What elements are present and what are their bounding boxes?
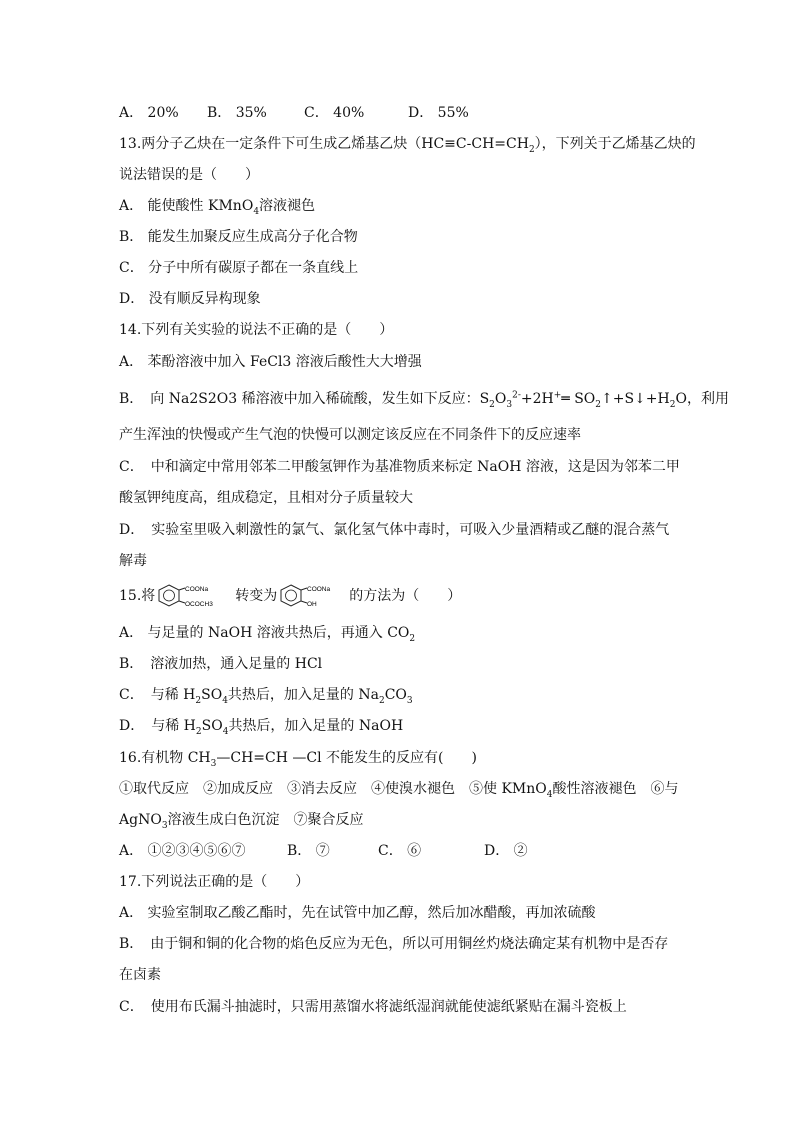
- q14-option-d: D． 实验室里吸入刺激性的氯气、氯化氢气体中毒时，可吸入少量酒精或乙醚的混合蒸气: [119, 522, 670, 538]
- q15-option-c: C． 与稀 $H_2SO_4$共热后，加入足量的 $Na_2CO_3$: [119, 687, 413, 706]
- mol2-top-group: COONa: [307, 586, 331, 593]
- molecule-acetylsalicylate-icon: [155, 582, 235, 610]
- q14-option-b-cont: 产生浑浊的快慢或产生气泡的快慢可以测定该反应在不同条件下的反应速率: [119, 427, 581, 443]
- q17-option-a: A． 实验室制取乙酸乙酯时，先在试管中加乙醇，然后加冰醋酸，再加浓硫酸: [119, 905, 596, 921]
- q16-option-d: D． ②: [484, 843, 528, 859]
- q15-option-d: D． 与稀 $H_2SO_4$共热后，加入足量的 NaOH: [119, 718, 404, 737]
- q14-option-a: A． 苯酚溶液中加入 FeCl3 溶液后酸性大大增强: [119, 354, 422, 370]
- q13-option-d: D． 没有顺反异构现象: [119, 291, 261, 307]
- q16-option-c: C． ⑥: [378, 843, 422, 859]
- mol1-bottom-group: OCOCH3: [185, 601, 214, 608]
- q14-stem: 14.下列有关实验的说法不正确的是（ ）: [119, 322, 394, 338]
- q14-option-c: C． 中和滴定中常用邻苯二甲酸氢钾作为基准物质来标定 NaOH 溶液，这是因为邻苯二甲: [119, 459, 680, 475]
- q12-option-d: D． 55%: [408, 105, 469, 121]
- q15-option-a: A． 与足量的 NaOH 溶液共热后，再通入 $CO_2$: [119, 625, 416, 644]
- q16-option-b: B． ⑦: [287, 843, 330, 859]
- q16-items-line1: ①取代反应 ②加成反应 ③消去反应 ④使溴水褪色 ⑤使 KMnO$_4$酸性溶液褪色 ⑥与: [119, 781, 679, 800]
- mol2-bottom-group: OH: [307, 601, 318, 608]
- q17-option-c: C． 使用布氏漏斗抽滤时，只需用蒸馏水将滤纸湿润就能使滤纸紧贴在漏斗瓷板上: [119, 999, 627, 1015]
- q16-items-line2: AgNO$_3$溶液生成白色沉淀 ⑦聚合反应: [119, 812, 364, 831]
- q13-option-c: C． 分子中所有碳原子都在一条直线上: [119, 260, 359, 276]
- q12-option-b: B． 35%: [207, 105, 267, 121]
- mol1-top-group: COONa: [185, 586, 209, 593]
- q15-option-b: B． 溶液加热，通入足量的 HCl: [119, 656, 323, 672]
- q15-stem: 15.将 COONa OCOCH3 转变为 COONa OH 的方法为（ ）: [119, 582, 461, 610]
- q14-option-b: B． 向 Na2S2O3 稀溶液中加入稀硫酸，发生如下反应：$S_2O_3^{2-}+2H^+═$ $SO_2↑+S↓+H_2O$，利用: [119, 390, 729, 410]
- q13-option-a: A． 能使酸性 KMnO$_4$溶液褪色: [119, 198, 316, 217]
- q14-option-c-cont: 酸氢钾纯度高，组成稳定，且相对分子质量较大: [119, 490, 413, 506]
- q12-options: [119, 104, 469, 122]
- molecule-salicylate-icon: [277, 582, 349, 610]
- q13-option-b: B． 能发生加聚反应生成高分子化合物: [119, 229, 358, 245]
- q12-option-c: C． 40%: [304, 105, 365, 121]
- q13-stem-line2: 说法错误的是（ ）: [119, 167, 259, 183]
- q17-option-b: B． 由于铜和铜的化合物的焰色反应为无色，所以可用铜丝灼烧法确定某有机物中是否存: [119, 936, 669, 952]
- q13-stem-line1: 13.两分子乙炔在一定条件下可生成乙烯基乙炔$(HC\equiv C-CH=CH_2)$，下列关于乙烯基乙炔的: [119, 136, 696, 155]
- q16-stem: 16.有机物 $CH_3—CH=CH$ —Cl 不能发生的反应有( ): [119, 750, 477, 769]
- q14-option-d-cont: 解毒: [119, 553, 147, 569]
- q12-option-a: A． 20%: [119, 105, 179, 121]
- q16-options: [119, 842, 528, 860]
- q17-option-b-cont: 在卤素: [119, 967, 161, 983]
- q17-stem: 17.下列说法正确的是（ ）: [119, 874, 310, 890]
- q16-option-a: A． ①②③④⑤⑥⑦: [119, 843, 246, 859]
